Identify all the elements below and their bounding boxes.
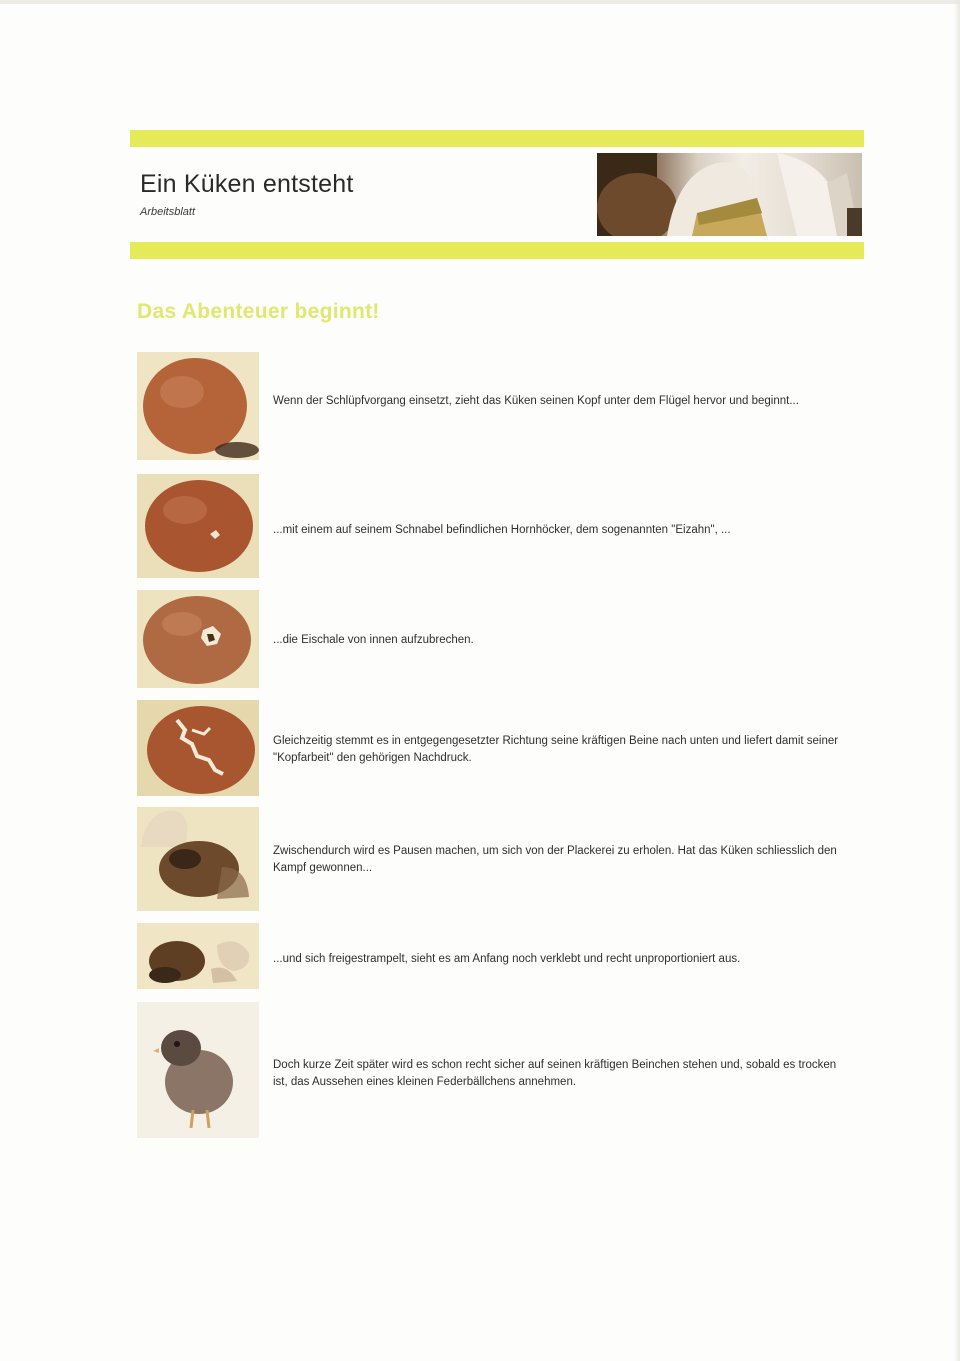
step-photo-egg-peck: [137, 474, 259, 578]
step-photo-chick-emerging: [137, 807, 259, 911]
step-caption: Gleichzeitig stemmt es in entgegengesetzter Richtung seine kräftigen Beine nach unten und liefert damit seiner "Kopfarbeit" den gehörigen Nachdruck.: [273, 735, 839, 764]
step-photo-chick-fluffy: [137, 1002, 259, 1138]
scan-edge: [954, 0, 960, 1361]
step-photo-chick-hatched: [137, 923, 259, 989]
header-bar-top: [130, 130, 864, 147]
step-photo-egg-crack: [137, 590, 259, 688]
step-caption: ...mit einem auf seinem Schnabel befindlichen Hornhöcker, dem sogenannten "Eizahn", ...: [273, 524, 731, 536]
page-subtitle: Arbeitsblatt: [140, 206, 196, 218]
section-heading: Das Abenteuer beginnt!: [137, 300, 380, 323]
step-photo-egg-break: [137, 700, 259, 796]
header-banner-image: [597, 153, 862, 236]
header-bar-bottom: [130, 242, 864, 259]
step-caption: ...und sich freigestrampelt, sieht es am Anfang noch verklebt und recht unproportioniert aus.: [273, 953, 741, 965]
step-caption: Zwischendurch wird es Pausen machen, um sich von der Plackerei zu erholen. Hat das Küken schliesslich den Kampf gewonnen...: [273, 845, 837, 874]
scan-edge: [0, 0, 960, 4]
step-photo-egg-intact: [137, 352, 259, 460]
step-caption: Doch kurze Zeit später wird es schon recht sicher auf seinen kräftigen Beinchen stehen und, sobald es trocken ist, das Aussehen eines kleinen Federbällchens annehmen.: [273, 1059, 837, 1088]
step-caption: Wenn der Schlüpfvorgang einsetzt, zieht das Küken seinen Kopf unter dem Flügel hervor und beginnt...: [273, 395, 799, 407]
step-caption: ...die Eischale von innen aufzubrechen.: [273, 634, 474, 646]
page-title: Ein Küken entsteht: [140, 170, 354, 198]
